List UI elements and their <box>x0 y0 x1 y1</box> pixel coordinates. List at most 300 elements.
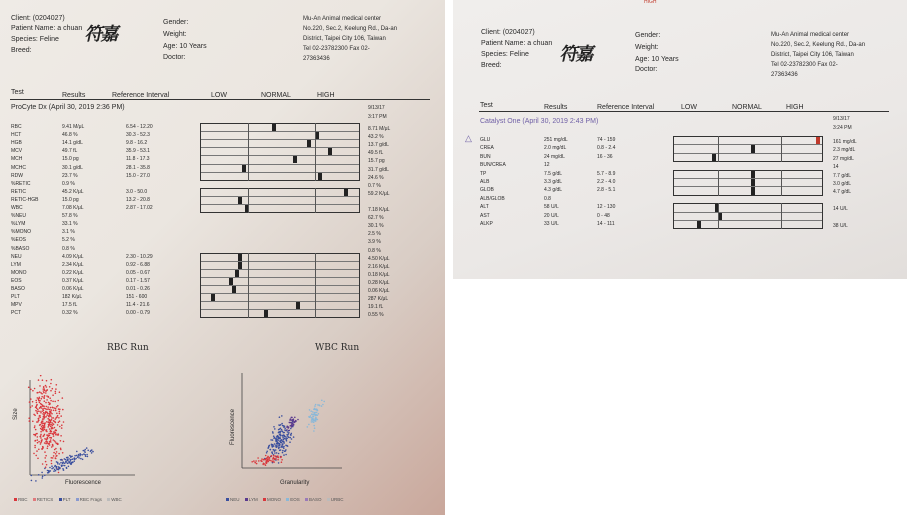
scatter-dot <box>53 455 55 457</box>
result-flag: HIGH <box>644 0 657 5</box>
reference-interval: 14 - 111 <box>597 221 615 227</box>
scatter-dot <box>58 417 60 419</box>
test-result: 57.8 % <box>62 213 78 220</box>
test-result: 33.1 % <box>62 221 78 228</box>
scatter-dot <box>65 462 67 464</box>
range-box <box>673 136 823 162</box>
wbc-legend <box>226 497 344 502</box>
scatter-dot <box>72 461 74 463</box>
scatter-dot <box>62 409 64 411</box>
scatter-dot <box>274 443 276 445</box>
scatter-dot <box>37 442 39 444</box>
scatter-dot <box>275 455 277 457</box>
scatter-dot <box>86 454 88 456</box>
annotation-mark: △ <box>465 133 472 143</box>
scatter-dot <box>37 397 39 399</box>
client-label: Client: (0204027) <box>481 29 535 36</box>
scatter-dot <box>43 416 45 418</box>
catalyst-report-sheet <box>453 0 907 279</box>
test-result: 17.5 fL <box>62 302 78 309</box>
test-result: 24 mg/dL <box>544 153 565 160</box>
scatter-dot <box>52 444 54 446</box>
test-name: MCHC <box>11 164 26 171</box>
scatter-dot <box>30 398 32 400</box>
scatter-dot <box>283 439 285 441</box>
header-divider <box>10 99 430 100</box>
scatter-dot <box>278 436 280 438</box>
scatter-dot <box>54 469 56 471</box>
scatter-dot <box>36 408 38 410</box>
scatter-dot <box>70 463 72 465</box>
scatter-dot <box>40 375 42 376</box>
test-name: PLT <box>11 294 20 301</box>
scatter-dot <box>56 455 58 457</box>
scatter-dot <box>50 422 52 424</box>
scatter-dot <box>315 417 317 419</box>
scatter-dot <box>317 410 319 412</box>
scatter-dot <box>43 387 45 389</box>
reference-interval: 151 - 600 <box>126 294 148 301</box>
scatter-dot <box>52 422 54 424</box>
scatter-dot <box>65 459 67 461</box>
scatter-dot <box>54 427 56 429</box>
scatter-dot <box>44 424 46 426</box>
scatter-dot <box>60 435 62 437</box>
scatter-dot <box>52 457 54 459</box>
scatter-dot <box>52 394 54 396</box>
scatter-dot <box>272 444 274 446</box>
scatter-dot <box>53 470 55 472</box>
scatter-dot <box>81 454 83 456</box>
scatter-dot <box>87 456 89 458</box>
scatter-dot <box>38 474 40 476</box>
scatter-dot <box>279 443 281 445</box>
scatter-dot <box>275 458 277 460</box>
scatter-dot <box>50 441 52 443</box>
scatter-dot <box>47 408 49 410</box>
previous-result: 2.3 mg/dL <box>833 147 856 154</box>
scatter-dot <box>61 466 63 468</box>
scatter-dot <box>61 459 63 461</box>
col-test: Test <box>11 89 24 96</box>
scatter-dot <box>56 384 58 386</box>
weight: Weight: <box>635 44 659 51</box>
scatter-dot <box>59 411 61 413</box>
scatter-dot <box>84 449 86 451</box>
test-result: 14.1 g/dL <box>62 140 83 147</box>
scatter-dot <box>50 470 52 472</box>
scatter-dot <box>51 460 53 462</box>
scatter-dot <box>271 456 273 458</box>
species: Species: Feline <box>481 51 529 58</box>
scatter-dot <box>278 447 280 449</box>
scatter-dot <box>38 420 40 422</box>
scatter-dot <box>42 413 44 415</box>
scatter-dot <box>36 405 38 407</box>
scatter-dot <box>46 421 48 423</box>
reference-interval: 15.0 - 27.0 <box>126 172 150 179</box>
scatter-dot <box>32 421 34 423</box>
age: Age: 10 Years <box>635 56 679 63</box>
scatter-dot <box>323 401 325 403</box>
scatter-dot <box>265 458 267 460</box>
reference-interval: 28.1 - 35.8 <box>126 164 150 171</box>
scatter-dot <box>317 414 319 416</box>
scatter-dot <box>281 442 283 444</box>
scatter-dot <box>39 391 41 393</box>
scatter-dot <box>52 401 54 403</box>
previous-result: 3.0 g/dL <box>833 181 852 187</box>
col-low: LOW <box>681 104 697 111</box>
scatter-dot <box>61 424 63 426</box>
scatter-dot <box>72 458 74 460</box>
scatter-dot <box>80 458 82 460</box>
scatter-dot <box>45 408 47 410</box>
scatter-dot <box>43 412 45 414</box>
test-name: %RETIC <box>11 180 31 187</box>
scatter-dot <box>48 402 50 404</box>
scatter-dot <box>261 458 263 460</box>
scatter-dot <box>276 452 278 454</box>
scatter-dot <box>273 445 275 447</box>
scatter-dot <box>46 464 48 466</box>
scatter-dot <box>269 457 271 459</box>
clinic-line: 27363436 <box>303 56 330 62</box>
scatter-dot <box>284 436 286 438</box>
scatter-dot <box>282 437 284 439</box>
scatter-dot <box>87 450 89 452</box>
test-result: 5.2 % <box>62 237 75 244</box>
reference-interval: 0.92 - 6.88 <box>126 261 150 268</box>
scatter-dot <box>57 415 59 417</box>
col-results: Results <box>544 104 568 111</box>
scatter-dot <box>55 393 57 395</box>
scatter-dot <box>31 480 33 482</box>
test-name: RBC <box>11 124 22 130</box>
scatter-dot <box>271 451 273 453</box>
test-result: 3.1 % <box>62 229 75 236</box>
scatter-dot <box>279 440 281 442</box>
scatter-dot <box>42 463 44 465</box>
scatter-dot <box>47 470 49 472</box>
scatter-dot <box>62 468 64 470</box>
scatter-dot <box>43 408 45 410</box>
scatter-dot <box>308 424 310 426</box>
test-name: EOS <box>11 277 22 284</box>
scatter-dot <box>54 466 56 468</box>
scatter-dot <box>46 399 48 401</box>
clinic-line: 27363436 <box>771 72 798 78</box>
scatter-dot <box>43 398 45 400</box>
scatter-dot <box>272 431 274 433</box>
test-result: 3.3 g/dL <box>544 179 563 185</box>
scatter-dot <box>41 398 43 400</box>
scatter-dot <box>35 455 37 457</box>
scatter-dot <box>289 441 291 443</box>
test-name: ALB/GLOB <box>480 195 505 202</box>
scatter-dot <box>289 422 291 424</box>
low-normal-divider <box>248 253 249 319</box>
test-name: %BASO <box>11 245 30 252</box>
scatter-dot <box>272 439 274 441</box>
breed: Breed: <box>11 47 32 54</box>
test-result: 0.22 K/μL <box>62 269 84 276</box>
scatter-dot <box>276 445 278 447</box>
reference-interval: 9.8 - 16.2 <box>126 140 148 147</box>
test-name: ALT <box>480 204 489 211</box>
col-normal: NORMAL <box>732 104 762 111</box>
scatter-dot <box>291 423 293 425</box>
weight: Weight: <box>163 31 187 38</box>
scatter-dot <box>56 406 58 408</box>
test-result: 12 <box>544 162 550 169</box>
scatter-dot <box>38 418 40 420</box>
scatter-dot <box>274 428 276 430</box>
previous-result: 0.28 K/μL <box>368 279 390 286</box>
scatter-dot <box>44 468 46 470</box>
scatter-dot <box>313 425 315 427</box>
scatter-dot <box>54 401 56 403</box>
scatter-dot <box>278 457 280 459</box>
scatter-dot <box>38 379 40 381</box>
scatter-dot <box>41 441 43 443</box>
scatter-dot <box>46 431 48 433</box>
scatter-dot <box>50 400 52 402</box>
scatter-dot <box>41 448 43 450</box>
scatter-dot <box>277 440 279 442</box>
scatter-dot <box>91 452 93 454</box>
scatter-dot <box>41 429 43 431</box>
scatter-dot <box>270 449 272 451</box>
clinic-line: Tel 02-23782300 Fax 02- <box>771 62 838 68</box>
run-date: 9/13/17 <box>368 105 385 111</box>
scatter-dot <box>281 461 283 463</box>
run-time: 3:17 PM <box>368 114 387 120</box>
previous-result: 49.5 fL <box>368 150 384 157</box>
previous-result: 24.6 % <box>368 174 384 181</box>
legend-item: LYM <box>248 497 258 502</box>
scatter-dot <box>283 441 285 443</box>
scatter-dot <box>43 392 45 394</box>
scatter-dot <box>43 406 45 408</box>
scatter-dot <box>41 426 43 428</box>
scatter-dot <box>44 438 46 440</box>
scatter-dot <box>41 411 43 413</box>
signature: 符嘉 <box>558 44 595 65</box>
scatter-dot <box>60 449 62 451</box>
scatter-dot <box>56 416 58 418</box>
scatter-dot <box>313 409 315 411</box>
normal-high-divider <box>781 170 782 196</box>
test-result: 30.1 g/dL <box>62 164 83 171</box>
previous-result: 14 <box>833 164 839 171</box>
scatter-dot <box>47 406 49 408</box>
scatter-dot <box>277 443 279 445</box>
scatter-dot <box>46 380 48 382</box>
scatter-dot <box>29 401 31 403</box>
scatter-dot <box>73 458 75 460</box>
col-high: HIGH <box>317 92 335 99</box>
scatter-dot <box>273 435 275 437</box>
scatter-dot <box>292 424 294 426</box>
scatter-dot <box>37 392 39 394</box>
scatter-dot <box>55 453 57 455</box>
reference-interval: 13.2 - 20.8 <box>126 196 150 203</box>
scatter-dot <box>46 439 48 441</box>
run-title: ProCyte Dx (April 30, 2019 2:36 PM) <box>11 104 125 111</box>
scatter-dot <box>46 414 48 416</box>
previous-result: 0.7 % <box>368 182 381 189</box>
test-name: %NEU <box>11 213 27 220</box>
reference-interval: 11.8 - 17.3 <box>126 156 150 163</box>
scatter-dot <box>36 402 38 404</box>
test-name: RETIC <box>11 188 26 195</box>
reference-interval: 0.01 - 0.26 <box>126 286 150 292</box>
scatter-dot <box>57 462 59 464</box>
scatter-dot <box>36 433 38 435</box>
scatter-dot <box>274 450 276 452</box>
scatter-dot <box>319 405 321 407</box>
scatter-dot <box>54 421 56 423</box>
reference-interval: 2.2 - 4.0 <box>597 179 616 185</box>
test-name: RETIC-HGB <box>11 196 39 203</box>
scatter-dot <box>58 469 60 471</box>
gender: Gender: <box>635 32 661 39</box>
scatter-dot <box>315 404 317 406</box>
scatter-dot <box>42 477 44 479</box>
scatter-dot <box>281 429 283 431</box>
previous-result: 0.55 % <box>368 312 384 319</box>
clinic-line: District, Taipei City 106, Taiwan <box>303 36 386 42</box>
scatter-dot <box>279 445 281 447</box>
scatter-dot <box>44 434 46 436</box>
scatter-dot <box>291 417 293 419</box>
scatter-dot <box>313 422 315 424</box>
scatter-dot <box>281 415 283 417</box>
scatter-dot <box>313 430 315 432</box>
scatter-dot <box>273 457 275 459</box>
scatter-dot <box>47 413 49 415</box>
scatter-dot <box>48 416 50 418</box>
previous-result: 8.71 M/μL <box>368 126 391 132</box>
range-box <box>673 170 823 196</box>
previous-result: 4.50 K/μL <box>368 255 390 262</box>
normal-high-divider <box>315 188 316 213</box>
scatter-dot <box>280 449 282 451</box>
legend-item: RBC <box>18 497 28 502</box>
scatter-dot <box>43 427 45 429</box>
scatter-dot <box>51 417 53 419</box>
test-name: PCT <box>11 310 21 317</box>
scatter-dot <box>49 422 51 424</box>
scatter-dot <box>45 385 47 387</box>
scatter-dot <box>46 386 48 388</box>
scatter-dot <box>71 456 73 458</box>
scatter-dot <box>48 424 50 426</box>
scatter-dot <box>55 410 57 412</box>
test-result: 15.0 pg <box>62 156 79 163</box>
scatter-dot <box>282 450 284 452</box>
scatter-dot <box>37 458 39 460</box>
scatter-dot <box>280 457 282 459</box>
scatter-dot <box>50 383 52 385</box>
legend-item: NEU <box>230 497 240 502</box>
scatter-dot <box>277 459 279 461</box>
test-result: 49.7 fL <box>62 148 78 155</box>
rbc-xlabel: Fluorescence <box>65 480 102 486</box>
wbc-run-title: WBC Run <box>315 343 360 353</box>
legend-item: EOS <box>290 497 300 502</box>
scatter-dot <box>315 415 317 417</box>
scatter-dot <box>281 439 283 441</box>
scatter-dot <box>85 455 87 457</box>
test-name: BASO <box>11 286 25 292</box>
scatter-dot <box>64 465 66 467</box>
test-result: 7.08 K/μL <box>62 205 84 211</box>
scatter-dot <box>275 449 277 451</box>
test-result: 9.41 M/μL <box>62 124 85 130</box>
scatter-dot <box>286 439 288 441</box>
reference-interval: 0.05 - 0.67 <box>126 269 150 276</box>
scatter-dot <box>68 458 70 460</box>
scatter-dot <box>47 445 49 447</box>
scatter-dot <box>255 460 257 462</box>
scatter-dot <box>290 434 292 436</box>
scatter-dot <box>293 436 295 438</box>
clinic-line: Mu-An Animal medical center <box>303 16 382 22</box>
scatter-dot <box>29 420 31 422</box>
scatter-dot <box>44 390 46 392</box>
scatter-dot <box>67 463 69 465</box>
scatter-dot <box>273 455 275 457</box>
scatter-dot <box>68 466 70 468</box>
scatter-dot <box>287 445 289 447</box>
scatter-dot <box>51 409 53 411</box>
scatter-dot <box>40 431 42 433</box>
scatter-dot <box>34 425 36 427</box>
scatter-dot <box>84 454 86 456</box>
low-normal-divider <box>718 136 719 162</box>
scatter-dot <box>47 434 49 436</box>
scatter-dot <box>62 452 64 454</box>
scatter-dot <box>311 413 313 415</box>
scatter-dot <box>41 393 43 395</box>
scatter-dot <box>78 455 80 457</box>
test-result: 2.34 K/μL <box>62 261 84 268</box>
previous-result: 19.1 fL <box>368 304 384 311</box>
scatter-dot <box>82 459 84 461</box>
scatter-dot <box>63 421 65 423</box>
col-low: LOW <box>211 92 227 99</box>
scatter-dot <box>49 397 51 399</box>
range-box <box>200 188 360 213</box>
scatter-dot <box>251 461 253 463</box>
scatter-dot <box>270 460 272 462</box>
scatter-dot <box>291 433 293 435</box>
scatter-dot <box>46 389 48 391</box>
previous-result: 7.7 g/dL <box>833 172 852 179</box>
scatter-dot <box>39 411 41 413</box>
scatter-dot <box>285 454 287 456</box>
scatter-dot <box>269 445 271 447</box>
legend-item: PLT <box>62 497 71 502</box>
test-name: MCH <box>11 156 23 163</box>
scatter-dot <box>44 429 46 431</box>
legend-item: BASO <box>309 497 322 502</box>
reference-interval: 0.17 - 1.57 <box>126 277 150 284</box>
scatter-dot <box>266 460 268 462</box>
scatter-dot <box>281 459 283 461</box>
